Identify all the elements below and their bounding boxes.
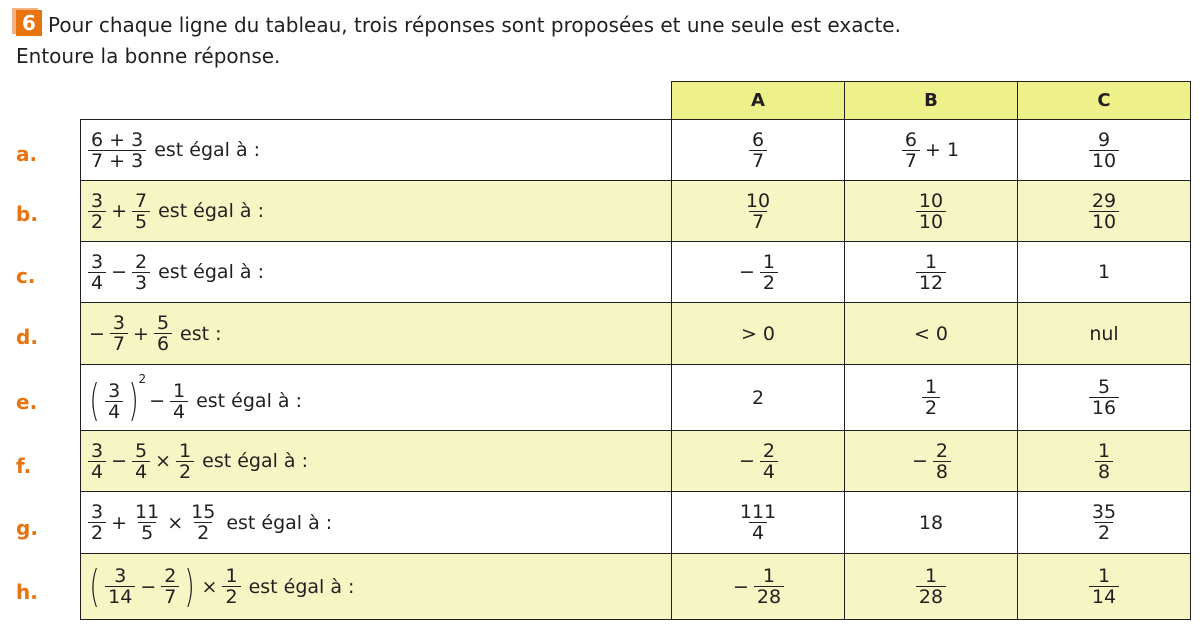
answer-h-B[interactable]: $\frac{1}{28}$ [845, 554, 1018, 620]
row-label-g: g. [16, 516, 38, 540]
answer-a-A[interactable]: $\frac{6}{7}$ [672, 120, 845, 181]
table-row-d [81, 303, 1191, 365]
answer-b-B[interactable]: $\frac{10}{10}$ [845, 181, 1018, 242]
answer-h-C[interactable]: $\frac{1}{14}$ [1018, 554, 1191, 620]
answer-table [80, 81, 1191, 620]
table-row-h [81, 554, 1191, 620]
answer-f-A[interactable]: − $\frac{2}{4}$ [672, 431, 845, 492]
question-h: ( $\frac{3}{14}$ − $\frac{2}{7}$ ) × $\frac{1}{2}$ est égal à : [81, 554, 672, 620]
answer-b-C[interactable]: $\frac{29}{10}$ [1018, 181, 1191, 242]
table-header-row [81, 82, 1191, 120]
answer-e-B[interactable]: $\frac{1}{2}$ [845, 365, 1018, 431]
column-header-c: C [1018, 82, 1191, 120]
answer-d-C[interactable]: nul [1018, 303, 1191, 365]
row-label-a: a. [16, 142, 38, 166]
table-row-b [81, 181, 1191, 242]
row-label-e: e. [16, 390, 38, 414]
column-header-a: A [672, 82, 845, 120]
question-f: $\frac{3}{4}$ − $\frac{5}{4}$ × $\frac{1}{2}$ est égal à : [81, 431, 672, 492]
row-label-b: b. [16, 202, 38, 226]
answer-c-B[interactable]: $\frac{1}{12}$ [845, 242, 1018, 303]
answer-f-C[interactable]: $\frac{1}{8}$ [1018, 431, 1191, 492]
answer-g-B[interactable]: 18 [845, 492, 1018, 554]
answer-c-C[interactable]: 1 [1018, 242, 1191, 303]
question-g: $\frac{3}{2}$ + $\frac{11}{5}$ × $\frac{15}{2}$ est égal à : [81, 492, 672, 554]
table-row-f [81, 431, 1191, 492]
question-b: $\frac{3}{2}$ + $\frac{7}{5}$ est égal à : [81, 181, 672, 242]
column-header-b: B [845, 82, 1018, 120]
row-label-c: c. [16, 264, 36, 288]
answer-e-A[interactable]: 2 [672, 365, 845, 431]
answer-f-B[interactable]: − $\frac{2}{8}$ [845, 431, 1018, 492]
table-row-c [81, 242, 1191, 303]
exercise-header [16, 10, 901, 72]
answer-d-B[interactable]: < 0 [845, 303, 1018, 365]
answer-h-A[interactable]: − $\frac{1}{28}$ [672, 554, 845, 620]
instruction-line-2: Entoure la bonne réponse. [16, 44, 281, 68]
question-c: $\frac{3}{4}$ − $\frac{2}{3}$ est égal à : [81, 242, 672, 303]
answer-a-C[interactable]: $\frac{9}{10}$ [1018, 120, 1191, 181]
question-a: $\frac{6 + 3}{7 + 3}$ est égal à : [81, 120, 672, 181]
row-label-f: f. [16, 454, 32, 478]
answer-g-C[interactable]: $\frac{35}{2}$ [1018, 492, 1191, 554]
instruction-line-1: Pour chaque ligne du tableau, trois réponses sont proposées et une seule est exacte. [48, 13, 901, 37]
table-row-a [81, 120, 1191, 181]
answer-b-A[interactable]: $\frac{10}{7}$ [672, 181, 845, 242]
exercise-number-badge: 6 [16, 10, 42, 36]
question-e: ( $\frac{3}{4}$ )2− $\frac{1}{4}$ est égal à : [81, 365, 672, 431]
table-row-g [81, 492, 1191, 554]
answer-g-A[interactable]: $\frac{111}{4}$ [672, 492, 845, 554]
answer-c-A[interactable]: − $\frac{1}{2}$ [672, 242, 845, 303]
table-row-e [81, 365, 1191, 431]
answer-a-B[interactable]: $\frac{6}{7}$ + 1 [845, 120, 1018, 181]
answer-e-C[interactable]: $\frac{5}{16}$ [1018, 365, 1191, 431]
row-label-h: h. [16, 580, 38, 604]
answer-d-A[interactable]: > 0 [672, 303, 845, 365]
question-d: − $\frac{3}{7}$ + $\frac{5}{6}$ est : [81, 303, 672, 365]
row-label-d: d. [16, 325, 38, 349]
